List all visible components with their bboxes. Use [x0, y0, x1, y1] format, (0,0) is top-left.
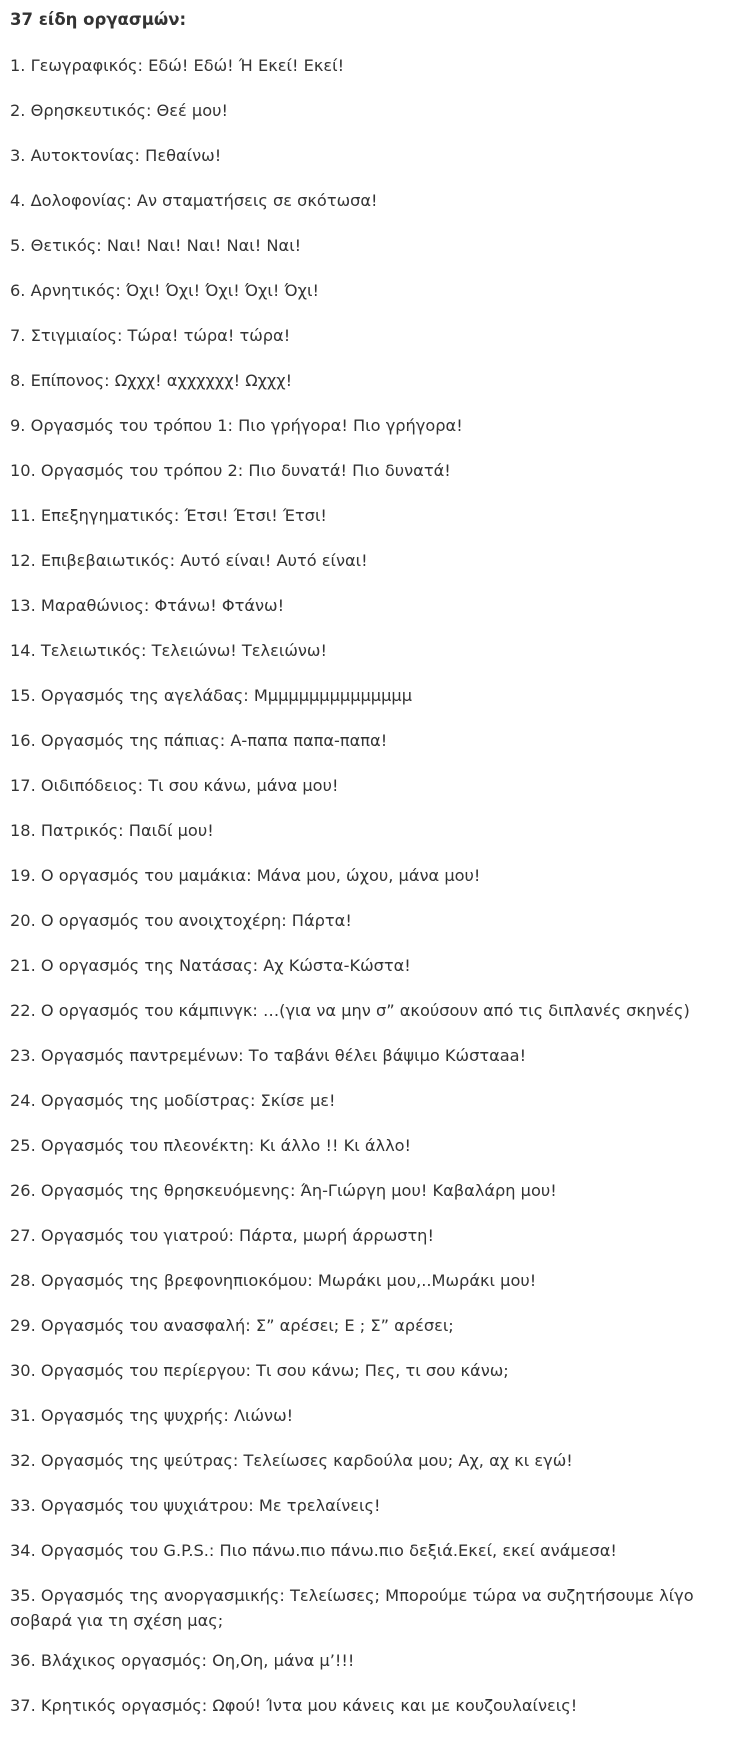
- list-item: 35. Οργασμός της ανοργασμικής: Τελείωσες; Μπορούμε τώρα να συζητήσουμε λίγο σοβαρά για τη σχέση μας;: [10, 1586, 694, 1630]
- orgasm-list: [10, 53, 735, 1718]
- list-item: 6. Αρνητικός: Όχι! Όχι! Όχι! Όχι! Όχι!: [10, 281, 319, 300]
- list-item: 14. Τελειωτικός: Τελειώνω! Τελειώνω!: [10, 641, 327, 660]
- list-item: 1. Γεωγραφικός: Εδώ! Εδώ! Ή Εκεί! Εκεί!: [10, 56, 345, 75]
- list-item: 8. Επίπονος: Ωχχχ! αχχχχχχ! Ωχχχ!: [10, 371, 293, 390]
- list-item: 21. Ο οργασμός της Νατάσας: Αχ Κώστα-Κώστα!: [10, 956, 411, 975]
- list-item: 34. Οργασμός του G.P.S.: Πιο πάνω.πιο πάνω.πιο δεξιά.Εκεί, εκεί ανάμεσα!: [10, 1541, 617, 1560]
- list-item: 31. Οργασμός της ψυχρής: Λιώνω!: [10, 1406, 294, 1425]
- list-item: 18. Πατρικός: Παιδί μου!: [10, 821, 214, 840]
- list-item: 2. Θρησκευτικός: Θεέ μου!: [10, 101, 228, 120]
- list-item: 29. Οργασμός του ανασφαλή: Σ” αρέσει; Ε ; Σ” αρέσει;: [10, 1316, 454, 1335]
- list-item: 27. Οργασμός του γιατρού: Πάρτα, μωρή άρρωστη!: [10, 1226, 434, 1245]
- list-item: 26. Οργασμός της θρησκευόμενης: Άη-Γιώργη μου! Καβαλάρη μου!: [10, 1181, 557, 1200]
- list-item: 24. Οργασμός της μοδίστρας: Σκίσε με!: [10, 1091, 336, 1110]
- list-item: 17. Οιδιπόδειος: Τι σου κάνω, μάνα μου!: [10, 776, 339, 795]
- list-item: 22. Ο οργασμός του κάμπινγκ: …(για να μην σ” ακούσουν από τις διπλανές σκηνές): [10, 1001, 690, 1020]
- list-item: 37. Κρητικός οργασμός: Ωφού! Ίντα μου κάνεις και με κουζουλαίνεις!: [10, 1696, 578, 1715]
- list-item: 10. Οργασμός του τρόπου 2: Πιο δυνατά! Πιο δυνατά!: [10, 461, 451, 480]
- list-item: 20. Ο οργασμός του ανοιχτοχέρη: Πάρτα!: [10, 911, 352, 930]
- list-item: 28. Οργασμός της βρεφονηπιοκόμου: Μωράκι μου,..Μωράκι μου!: [10, 1271, 537, 1290]
- list-item: 32. Οργασμός της ψεύτρας: Τελείωσες καρδούλα μου; Αχ, αχ κι εγώ!: [10, 1451, 573, 1470]
- list-item: 12. Επιβεβαιωτικός: Αυτό είναι! Αυτό είναι!: [10, 551, 368, 570]
- list-item: 4. Δολοφονίας: Αν σταματήσεις σε σκότωσα!: [10, 191, 378, 210]
- list-item: 25. Οργασμός του πλεονέκτη: Κι άλλο !! Κι άλλο!: [10, 1136, 412, 1155]
- list-item: 3. Αυτοκτονίας: Πεθαίνω!: [10, 146, 222, 165]
- list-item: 30. Οργασμός του περίεργου: Τι σου κάνω; Πες, τι σου κάνω;: [10, 1361, 509, 1380]
- list-item: 5. Θετικός: Ναι! Ναι! Ναι! Ναι! Ναι!: [10, 236, 302, 255]
- list-item: 36. Βλάχικος οργασμός: Οη,Οη, μάνα μ’!!!: [10, 1651, 355, 1670]
- list-item: 15. Οργασμός της αγελάδας: Μμμμμμμμμμμμμμμ: [10, 686, 412, 705]
- list-item: 33. Οργασμός του ψυχιάτρου: Με τρελαίνεις!: [10, 1496, 381, 1515]
- list-item: 19. Ο οργασμός του μαμάκια: Μάνα μου, ώχου, μάνα μου!: [10, 866, 481, 885]
- list-item: 11. Επεξηγηματικός: Έτσι! Έτσι! Έτσι!: [10, 506, 327, 525]
- list-item: 9. Οργασμός του τρόπου 1: Πιο γρήγορα! Πιο γρήγορα!: [10, 416, 463, 435]
- list-item: 16. Οργασμός της πάπιας: Α-παπα παπα-παπα!: [10, 731, 388, 750]
- list-item: 23. Οργασμός παντρεμένων: Το ταβάνι θέλει βάψιμο Κώσταaa!: [10, 1046, 527, 1065]
- article-title: 37 είδη οργασμών:: [10, 10, 187, 29]
- list-item: 13. Μαραθώνιος: Φτάνω! Φτάνω!: [10, 596, 285, 615]
- list-item: 7. Στιγμιαίος: Τώρα! τώρα! τώρα!: [10, 326, 291, 345]
